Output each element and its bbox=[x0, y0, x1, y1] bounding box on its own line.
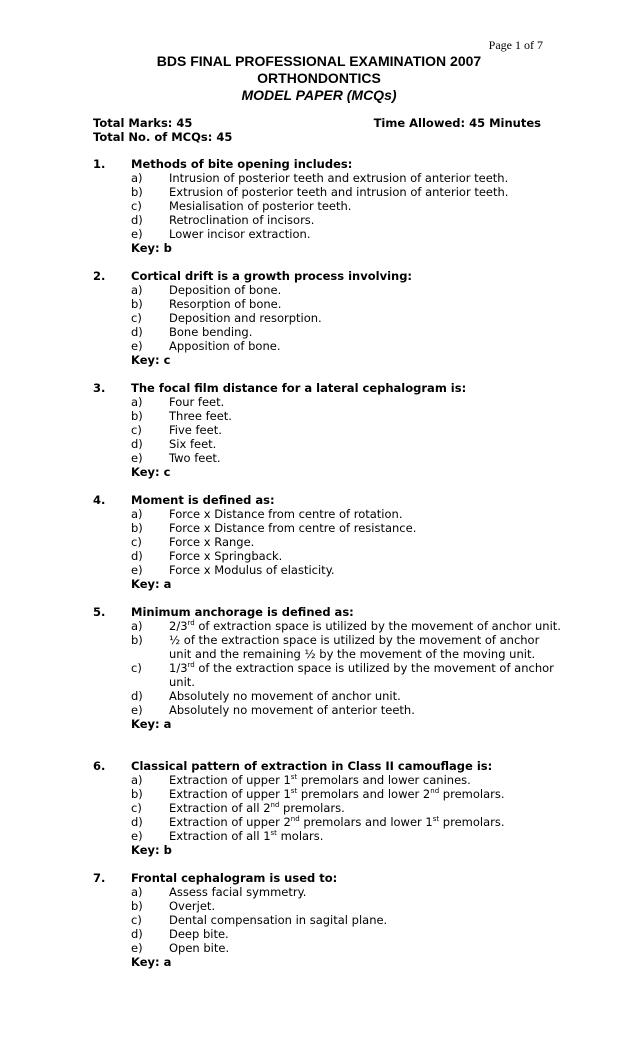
question-number: 4. bbox=[93, 493, 106, 507]
answer-option bbox=[131, 899, 563, 913]
question-text: The focal film distance for a lateral cephalogram is: bbox=[131, 381, 467, 395]
question-stem bbox=[93, 871, 563, 885]
answer-option bbox=[131, 437, 563, 451]
question bbox=[93, 759, 563, 857]
question-stem bbox=[93, 157, 563, 171]
option-letter: e) bbox=[131, 941, 143, 955]
option-letter: a) bbox=[131, 773, 143, 787]
answer-option bbox=[131, 703, 563, 717]
question-stem bbox=[93, 269, 563, 283]
option-letter: a) bbox=[131, 507, 143, 521]
subject-title: ORTHONDONTICS bbox=[257, 70, 381, 86]
answer-option bbox=[131, 311, 563, 325]
question-number: 7. bbox=[93, 871, 106, 885]
option-letter: d) bbox=[131, 815, 143, 829]
option-letter: d) bbox=[131, 213, 143, 227]
question-text: Cortical drift is a growth process involving: bbox=[131, 269, 413, 283]
answer-option bbox=[131, 409, 563, 423]
answer-option bbox=[131, 395, 563, 409]
option-text: Extraction of upper 2nd premolars and lower 1st premolars. bbox=[169, 815, 505, 829]
option-letter: c) bbox=[131, 913, 142, 927]
question-stem bbox=[93, 493, 563, 507]
option-letter: d) bbox=[131, 689, 143, 703]
option-text: Extrusion of posterior teeth and intrusion of anterior teeth. bbox=[169, 185, 509, 199]
option-letter: a) bbox=[131, 171, 143, 185]
answer-key: Key: c bbox=[131, 465, 171, 479]
time-allowed: Time Allowed: 45 Minutes bbox=[373, 116, 541, 130]
answer-option bbox=[131, 633, 563, 661]
option-letter: c) bbox=[131, 661, 142, 675]
answer-option bbox=[131, 423, 563, 437]
question-number: 3. bbox=[93, 381, 106, 395]
option-text: Deposition of bone. bbox=[169, 283, 282, 297]
question-text: Minimum anchorage is defined as: bbox=[131, 605, 354, 619]
answer-option bbox=[131, 213, 563, 227]
question-number: 6. bbox=[93, 759, 106, 773]
option-letter: d) bbox=[131, 325, 143, 339]
option-letter: c) bbox=[131, 311, 142, 325]
option-letter: b) bbox=[131, 521, 143, 535]
answer-option bbox=[131, 885, 563, 899]
option-letter: b) bbox=[131, 297, 143, 311]
option-letter: b) bbox=[131, 787, 143, 801]
total-mcqs: Total No. of MCQs: 45 bbox=[93, 130, 233, 144]
option-text: Absolutely no movement of anchor unit. bbox=[169, 689, 401, 703]
option-letter: e) bbox=[131, 227, 143, 241]
option-text: Intrusion of posterior teeth and extrusion of anterior teeth. bbox=[169, 171, 509, 185]
answer-key: Key: a bbox=[131, 577, 172, 591]
answer-key: Key: a bbox=[131, 955, 172, 969]
option-text: Four feet. bbox=[169, 395, 225, 409]
answer-option bbox=[131, 913, 563, 927]
question bbox=[93, 871, 563, 969]
question-text: Frontal cephalogram is used to: bbox=[131, 871, 338, 885]
answer-option bbox=[131, 227, 563, 241]
question bbox=[93, 269, 563, 367]
question-text: Moment is defined as: bbox=[131, 493, 275, 507]
answer-option bbox=[131, 787, 563, 801]
option-text: Extraction of upper 1st premolars and lower canines. bbox=[169, 773, 471, 787]
answer-option bbox=[131, 325, 563, 339]
option-text: Six feet. bbox=[169, 437, 217, 451]
answer-key: Key: c bbox=[131, 353, 171, 367]
answer-option bbox=[131, 185, 563, 199]
question bbox=[93, 381, 563, 479]
answer-option bbox=[131, 199, 563, 213]
answer-option bbox=[131, 339, 563, 353]
option-text: Five feet. bbox=[169, 423, 222, 437]
option-letter: b) bbox=[131, 899, 143, 913]
option-letter: b) bbox=[131, 633, 143, 647]
option-letter: d) bbox=[131, 549, 143, 563]
option-text: Force x Modulus of elasticity. bbox=[169, 563, 335, 577]
option-text: Assess facial symmetry. bbox=[169, 885, 307, 899]
option-letter: e) bbox=[131, 339, 143, 353]
answer-option bbox=[131, 941, 563, 955]
answer-option bbox=[131, 451, 563, 465]
option-text: Force x Distance from centre of rotation. bbox=[169, 507, 403, 521]
answer-key: Key: a bbox=[131, 717, 172, 731]
answer-option bbox=[131, 689, 563, 703]
answer-option bbox=[131, 619, 563, 633]
option-letter: c) bbox=[131, 423, 142, 437]
option-text: Extraction of all 2nd premolars. bbox=[169, 801, 345, 815]
option-text: Extraction of all 1st molars. bbox=[169, 829, 324, 843]
option-text: Deep bite. bbox=[169, 927, 229, 941]
option-letter: a) bbox=[131, 885, 143, 899]
option-letter: e) bbox=[131, 563, 143, 577]
option-letter: d) bbox=[131, 437, 143, 451]
option-text: Retroclination of incisors. bbox=[169, 213, 315, 227]
option-text: Lower incisor extraction. bbox=[169, 227, 311, 241]
option-letter: e) bbox=[131, 703, 143, 717]
option-text: Extraction of upper 1st premolars and lower 2nd premolars. bbox=[169, 787, 505, 801]
option-text: Overjet. bbox=[169, 899, 216, 913]
option-letter: d) bbox=[131, 927, 143, 941]
answer-option bbox=[131, 297, 563, 311]
option-text: Force x Range. bbox=[169, 535, 255, 549]
answer-option bbox=[131, 283, 563, 297]
option-letter: a) bbox=[131, 283, 143, 297]
answer-key: Key: b bbox=[131, 241, 172, 255]
option-text: Force x Springback. bbox=[169, 549, 283, 563]
option-text: Three feet. bbox=[169, 409, 232, 423]
exam-title: BDS FINAL PROFESSIONAL EXAMINATION 2007 bbox=[156, 53, 482, 69]
option-text: Force x Distance from centre of resistance. bbox=[169, 521, 417, 535]
answer-option bbox=[131, 773, 563, 787]
answer-option bbox=[131, 801, 563, 815]
option-text: Open bite. bbox=[169, 941, 230, 955]
answer-option bbox=[131, 171, 563, 185]
option-letter: e) bbox=[131, 451, 143, 465]
paper-type-title: MODEL PAPER (MCQs) bbox=[241, 87, 397, 103]
option-letter: c) bbox=[131, 535, 142, 549]
option-letter: c) bbox=[131, 801, 142, 815]
question-number: 1. bbox=[93, 157, 106, 171]
answer-option bbox=[131, 927, 563, 941]
option-text: Bone bending. bbox=[169, 325, 253, 339]
option-text: 2/3rd of extraction space is utilized by the movement of anchor unit. bbox=[169, 619, 561, 633]
option-text: Dental compensation in sagital plane. bbox=[169, 913, 388, 927]
question bbox=[93, 605, 563, 731]
option-letter: a) bbox=[131, 619, 143, 633]
option-text: ½ of the extraction space is utilized by the movement of anchor unit and the remaining ½ by the movement of the moving unit. bbox=[169, 633, 540, 661]
answer-option bbox=[131, 549, 563, 563]
option-letter: e) bbox=[131, 829, 143, 843]
question-stem bbox=[93, 605, 563, 619]
answer-option bbox=[131, 563, 563, 577]
option-letter: a) bbox=[131, 395, 143, 409]
answer-option bbox=[131, 815, 563, 829]
answer-option bbox=[131, 521, 563, 535]
question-number: 5. bbox=[93, 605, 106, 619]
total-marks: Total Marks: 45 bbox=[93, 116, 193, 130]
question bbox=[93, 493, 563, 591]
answer-option bbox=[131, 535, 563, 549]
question-text: Classical pattern of extraction in Class II camouflage is: bbox=[131, 759, 493, 773]
option-text: Resorption of bone. bbox=[169, 297, 282, 311]
option-letter: c) bbox=[131, 199, 142, 213]
question-stem bbox=[93, 381, 563, 395]
option-text: Absolutely no movement of anterior teeth. bbox=[169, 703, 415, 717]
option-text: Apposition of bone. bbox=[169, 339, 281, 353]
answer-option bbox=[131, 507, 563, 521]
option-text: Mesialisation of posterior teeth. bbox=[169, 199, 352, 213]
answer-option bbox=[131, 661, 563, 689]
question-number: 2. bbox=[93, 269, 106, 283]
question bbox=[93, 157, 563, 255]
option-letter: b) bbox=[131, 409, 143, 423]
question-text: Methods of bite opening includes: bbox=[131, 157, 353, 171]
option-text: Deposition and resorption. bbox=[169, 311, 322, 325]
answer-key: Key: b bbox=[131, 843, 172, 857]
option-text: 1/3rd of the extraction space is utilized by the movement of anchor unit. bbox=[169, 661, 554, 689]
option-letter: b) bbox=[131, 185, 143, 199]
option-text: Two feet. bbox=[169, 451, 221, 465]
page-number: Page 1 of 7 bbox=[488, 38, 543, 52]
question-stem bbox=[93, 759, 563, 773]
answer-option bbox=[131, 829, 563, 843]
